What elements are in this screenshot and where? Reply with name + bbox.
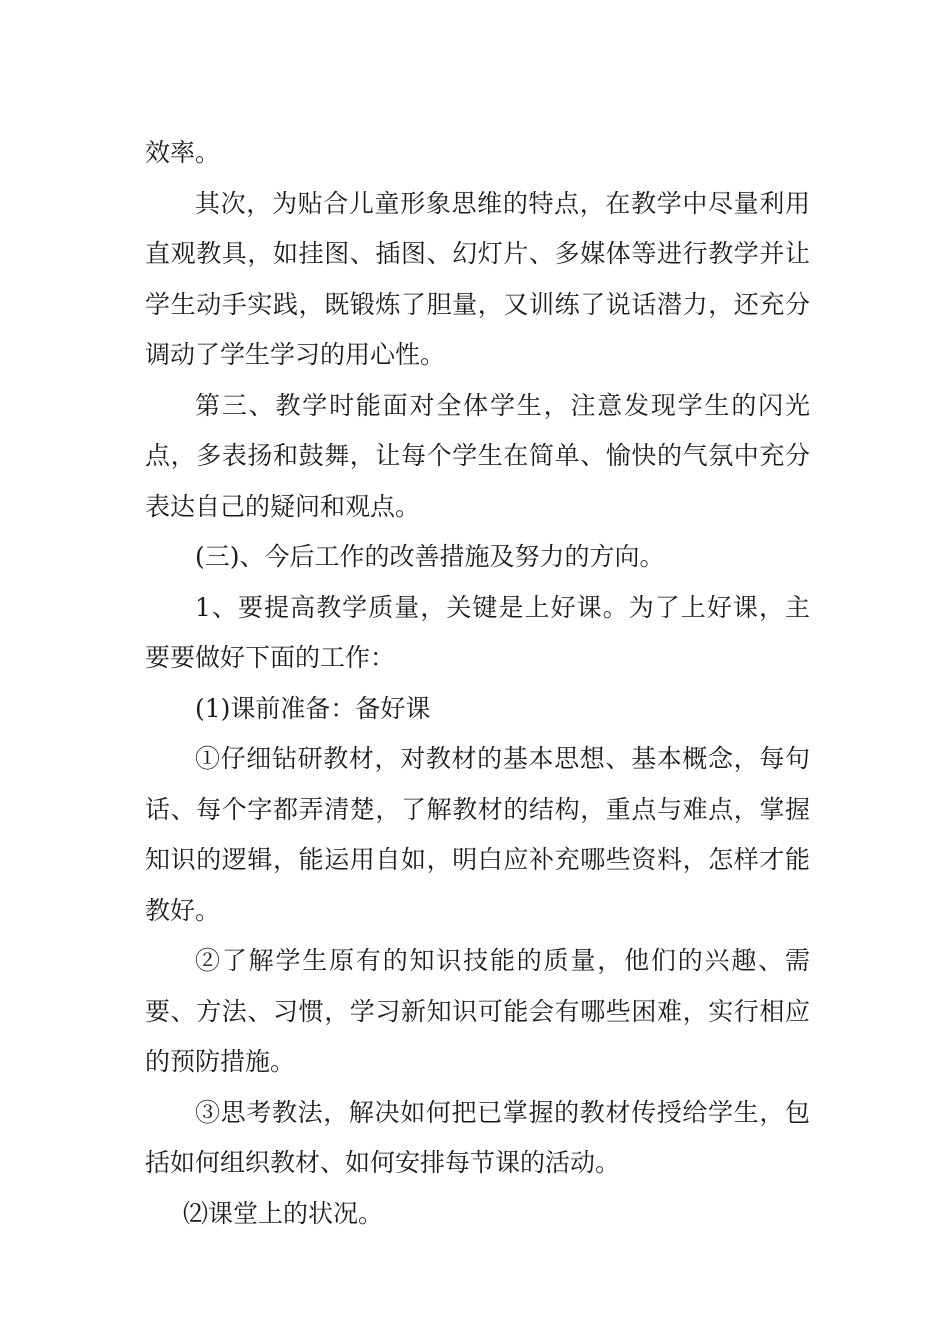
paragraph-item-1: 1、要提高教学质量，关键是上好课。为了上好课，主要要做好下面的工作： xyxy=(145,592,810,672)
section-heading-improvements: (三)、今后工作的改善措施及努力的方向。 xyxy=(195,542,665,571)
subheading-classroom: ⑵课堂上的状况。 xyxy=(183,1198,384,1228)
paragraph-second-point: 其次，为贴合儿童形象思维的特点，在教学中尽量利用直观教具，如挂图、插图、幻灯片、多媒体等进行教学并让学生动手实践，既锻炼了胆量，又训练了说话潜力，还充分调动了学生学习的用心性。 xyxy=(145,188,810,369)
subheading-lesson-prep: (1)课前准备：备好课 xyxy=(195,693,431,723)
paragraph-circled-2: ②了解学生原有的知识技能的质量，他们的兴趣、需要、方法、习惯，学习新知识可能会有哪些困难，实行相应的预防措施。 xyxy=(145,946,810,1076)
paragraph-third-point: 第三、教学时能面对全体学生，注意发现学生的闪光点，多表扬和鼓舞，让每个学生在简单、愉快的气氛中充分表达自己的疑问和观点。 xyxy=(145,390,810,521)
paragraph-circled-3: ③思考教法，解决如何把已掌握的教材传授给学生，包括如何组织教材、如何安排每节课的活动。 xyxy=(145,1097,810,1177)
document-body xyxy=(145,128,810,1239)
paragraph-circled-1: ①仔细钻研教材，对教材的基本思想、基本概念，每句话、每个字都弄清楚，了解教材的结构，重点与难点，掌握知识的逻辑，能运用自如，明白应补充哪些资料，怎样才能教好。 xyxy=(145,744,810,925)
paragraph-continuation: 效率。 xyxy=(145,138,221,167)
